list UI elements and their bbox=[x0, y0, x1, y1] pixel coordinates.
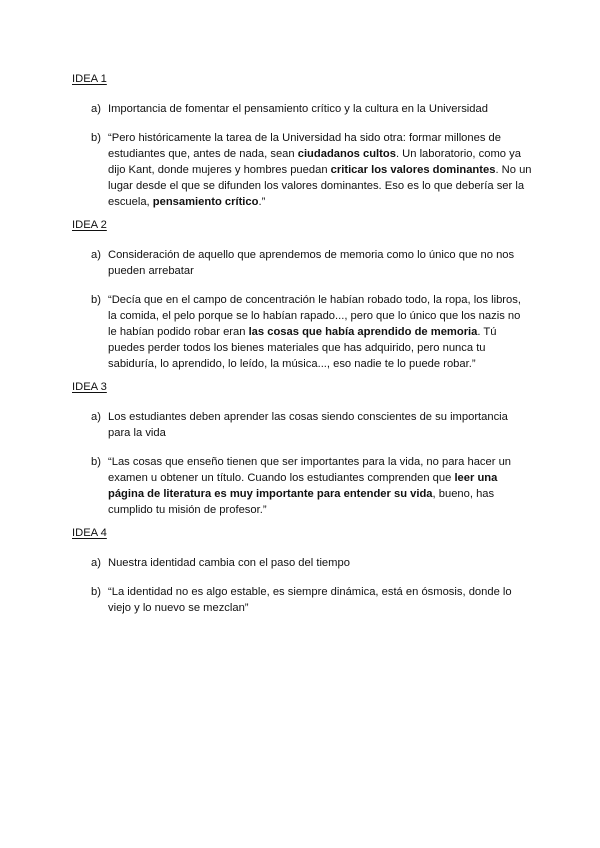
idea-1-summary: Importancia de fomentar el pensamiento crítico y la cultura en la Universidad bbox=[108, 103, 488, 115]
quote-emphasis: ciudadanos cultos bbox=[297, 148, 396, 160]
idea-4-quote bbox=[108, 586, 512, 614]
idea-2-item-a bbox=[72, 247, 532, 279]
idea-3-section bbox=[72, 379, 532, 518]
list-marker: a) bbox=[91, 557, 101, 569]
idea-1-section bbox=[72, 71, 532, 210]
quote-text: . Un laboratorio, como ya dijo Kant, donde mujeres y hombres puedan bbox=[108, 148, 521, 176]
quote-text: “Decía que en el campo de concentración le habían robado todo, la ropa, los libros, la comida, el pelo porque se lo habían rapado..., pero que lo único que los nazis no le habían podido robar eran bbox=[108, 294, 521, 338]
quote-text: “La identidad no es algo estable, es siempre dinámica, está en ósmosis, donde lo viejo y lo nuevo se mezclan” bbox=[108, 586, 512, 614]
list-marker: b) bbox=[91, 586, 101, 598]
idea-1-item-b bbox=[72, 130, 532, 210]
idea-1-quote bbox=[108, 132, 532, 208]
quote-emphasis: leer una página de literatura es muy importante para entender su vida bbox=[108, 472, 498, 500]
idea-2-heading: IDEA 2 bbox=[72, 219, 107, 231]
quote-text: .” bbox=[258, 196, 266, 208]
list-marker: b) bbox=[91, 456, 101, 468]
idea-1-item-a bbox=[72, 101, 532, 117]
quote-text: . No un lugar desde el que se difunden los valores dominantes. Eso es lo que debería ser la escuela, bbox=[108, 164, 532, 208]
list-marker: b) bbox=[91, 132, 101, 144]
list-marker: a) bbox=[91, 103, 101, 115]
idea-1-heading: IDEA 1 bbox=[72, 73, 107, 85]
quote-text: “Pero históricamente la tarea de la Universidad ha sido otra: formar millones de estudiantes que, antes de nada, sean bbox=[108, 132, 501, 160]
quote-text: . Tú puedes perder todos los bienes materiales que has adquirido, pero nunca tu sabiduría, lo aprendido, lo leído, la música..., eso nadie te lo puede robar.” bbox=[108, 326, 497, 370]
idea-2-quote bbox=[108, 294, 521, 370]
idea-4-item-b bbox=[72, 584, 532, 616]
idea-3-quote bbox=[108, 456, 511, 516]
quote-emphasis: pensamiento crítico bbox=[152, 196, 259, 208]
idea-3-heading: IDEA 3 bbox=[72, 381, 107, 393]
idea-4-section bbox=[72, 525, 532, 616]
idea-3-summary: Los estudiantes deben aprender las cosas siendo conscientes de su importancia para la vida bbox=[108, 411, 508, 439]
quote-text: “Las cosas que enseño tienen que ser importantes para la vida, no para hacer un examen u obtener un título. Cuando los estudiantes comprenden que bbox=[108, 456, 512, 484]
quote-text: , bueno, has cumplido tu misión de profesor.” bbox=[108, 488, 495, 516]
quote-emphasis: criticar los valores dominantes bbox=[330, 164, 496, 176]
idea-3-item-b bbox=[72, 454, 532, 518]
list-marker: b) bbox=[91, 294, 101, 306]
idea-4-heading: IDEA 4 bbox=[72, 527, 107, 539]
idea-2-item-b bbox=[72, 292, 532, 372]
idea-3-item-a bbox=[72, 409, 532, 441]
idea-4-summary: Nuestra identidad cambia con el paso del tiempo bbox=[108, 557, 350, 569]
idea-2-summary: Consideración de aquello que aprendemos de memoria como lo único que no nos pueden arrebatar bbox=[108, 249, 515, 277]
idea-4-item-a bbox=[72, 555, 532, 571]
quote-emphasis: las cosas que había aprendido de memoria bbox=[248, 326, 478, 338]
idea-2-section bbox=[72, 217, 532, 372]
list-marker: a) bbox=[91, 411, 101, 423]
list-marker: a) bbox=[91, 249, 101, 261]
